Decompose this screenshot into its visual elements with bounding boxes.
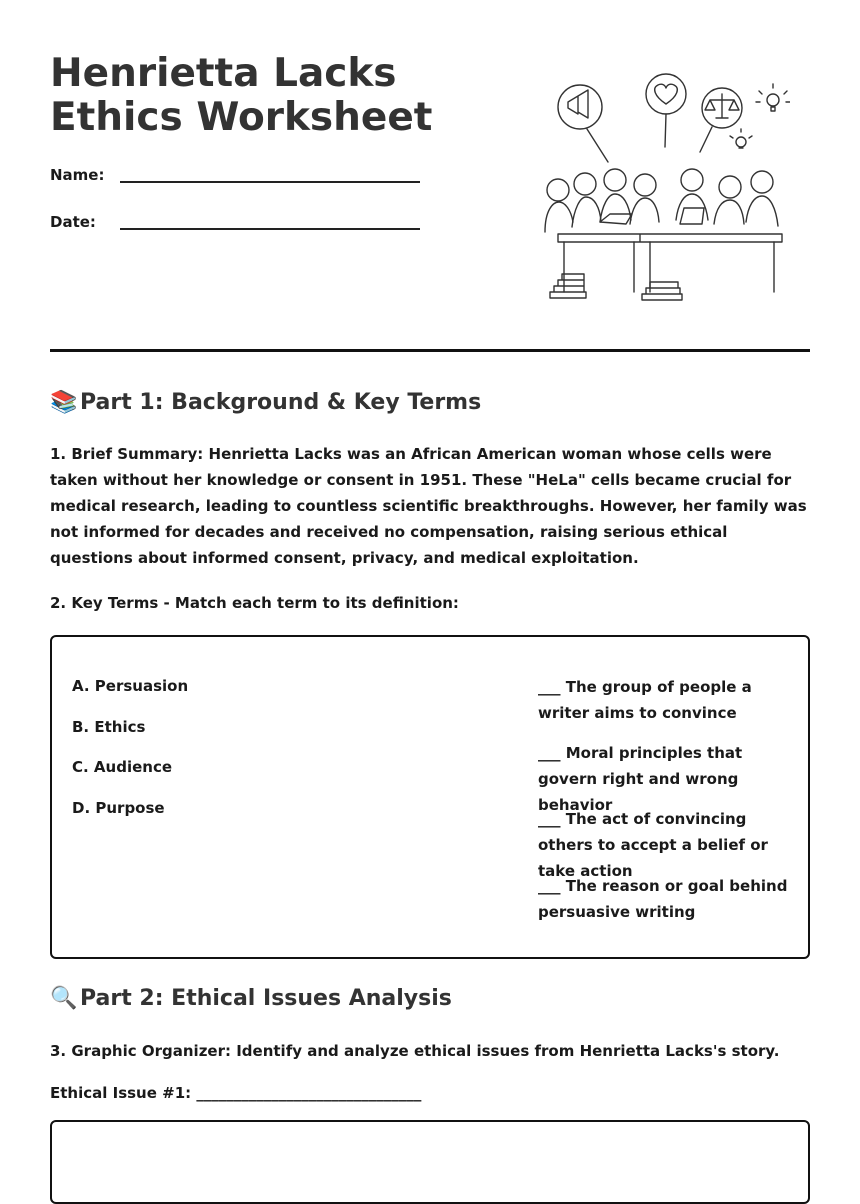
definition-item[interactable]: ___ The group of people a writer aims to convince	[538, 678, 752, 722]
name-label: Name:	[50, 166, 105, 184]
part1-heading: 📚 Part 1: Background & Key Terms	[50, 390, 482, 415]
name-line	[120, 181, 420, 183]
term-item: C. Audience	[72, 758, 173, 776]
term-item: B. Ethics	[72, 718, 146, 736]
key-terms-prompt: 2. Key Terms - Match each term to its definition:	[50, 594, 459, 612]
students-group	[545, 169, 778, 232]
heart-bubble-icon	[646, 74, 686, 147]
definition-item[interactable]: ___ The act of convincing others to accept a belief or take action	[538, 810, 768, 880]
magnifier-icon: 🔍	[50, 986, 78, 1011]
date-line	[120, 228, 420, 230]
brief-summary: 1. Brief Summary: Henrietta Lacks was an African American woman whose cells were taken without her knowledge or consent in 1951. These "HeLa" cells became crucial for medical research, leading to countless scientific breakthroughs. However, her family was not informed for decades and received no compensation, raising serious ethical questions about informed consent, privacy, and medical exploitation.	[50, 445, 807, 567]
page-title: Henrietta Lacks Ethics Worksheet	[50, 51, 433, 140]
ethical-issue-1-box[interactable]	[50, 1120, 810, 1204]
organizer-prompt: 3. Graphic Organizer: Identify and analyze ethical issues from Henrietta Lacks's story.	[50, 1042, 780, 1060]
book-stacks	[550, 274, 682, 300]
date-label: Date:	[50, 213, 96, 231]
discussion-illustration	[540, 72, 790, 312]
books-icon: 📚	[50, 390, 78, 415]
matching-box	[50, 635, 810, 959]
term-item: A. Persuasion	[72, 677, 189, 695]
megaphone-bubble-icon	[558, 85, 608, 162]
header-divider	[50, 349, 810, 352]
tables	[558, 208, 782, 292]
definition-item[interactable]: ___ The reason or goal behind persuasive writing	[538, 877, 788, 921]
term-item: D. Purpose	[72, 799, 165, 817]
part2-heading: 🔍 Part 2: Ethical Issues Analysis	[50, 986, 452, 1011]
lightbulb-icon	[730, 84, 790, 148]
ethical-issue-1-label[interactable]: Ethical Issue #1: ______________________________	[50, 1084, 422, 1102]
definition-item[interactable]: ___ Moral principles that govern right and wrong behavior	[538, 744, 743, 814]
